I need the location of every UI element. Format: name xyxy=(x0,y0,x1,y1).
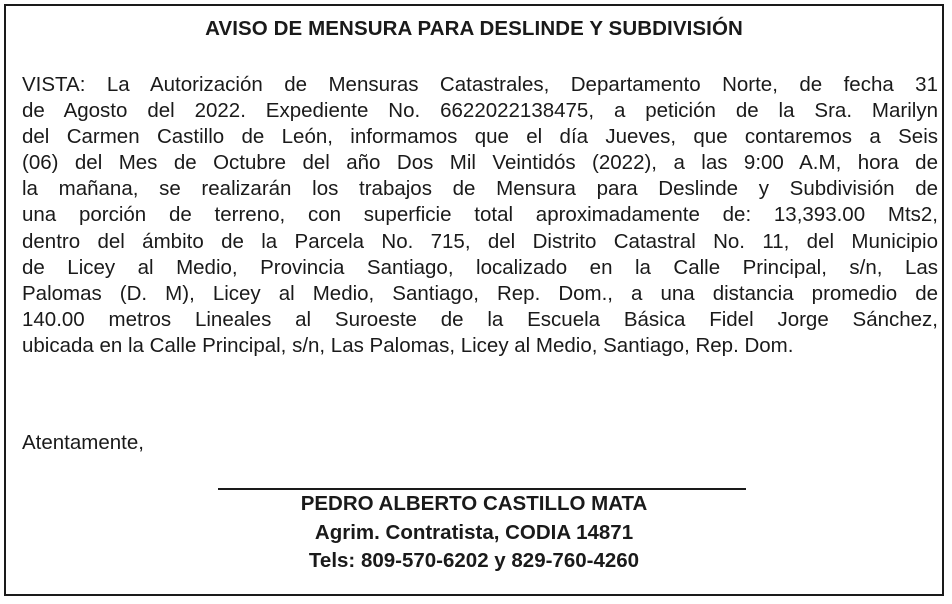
body-line: del Carmen Castillo de León, informamos que el día Jueves, que contaremos a Seis xyxy=(22,125,938,149)
signer-role: Agrim. Contratista, CODIA 14871 xyxy=(314,520,634,544)
signer-phones: Tels: 809-570-6202 y 829-760-4260 xyxy=(308,549,640,572)
signature-block xyxy=(6,490,942,576)
body-line: de Agosto del 2022. Expediente No. 6622022138475, a petición de la Sra. Marilyn xyxy=(22,99,938,123)
signer-name: PEDRO ALBERTO CASTILLO MATA xyxy=(300,492,648,515)
body-line: (06) del Mes de Octubre del año Dos Mil Veintidós (2022), a las 9:00 A.M, hora de xyxy=(22,151,938,175)
body-line: ubicada en la Calle Principal, s/n, Las Palomas, Licey al Medio, Santiago, Rep. Dom. xyxy=(22,333,794,357)
body-line: una porción de terreno, con superficie total aproximadamente de: 13,393.00 Mts2, xyxy=(22,203,938,227)
body-line: dentro del ámbito de la Parcela No. 715, del Distrito Catastral No. 11, del Municipio xyxy=(22,229,938,253)
notice-body xyxy=(22,72,938,359)
body-line: Palomas (D. M), Licey al Medio, Santiago, Rep. Dom., a una distancia promedio de xyxy=(22,281,938,305)
closing-salutation: Atentamente, xyxy=(22,431,144,454)
body-line: de Licey al Medio, Provincia Santiago, localizado en la Calle Principal, s/n, Las xyxy=(22,255,938,279)
body-line: VISTA: La Autorización de Mensuras Catastrales, Departamento Norte, de fecha 31 xyxy=(22,73,938,96)
body-line: 140.00 metros Lineales al Suroeste de la Escuela Básica Fidel Jorge Sánchez, xyxy=(22,307,938,331)
body-line: la mañana, se realizarán los trabajos de Mensura para Deslinde y Subdivisión de xyxy=(22,177,938,201)
notice-title: AVISO DE MENSURA PARA DESLINDE Y SUBDIVISIÓN xyxy=(205,17,743,40)
notice-frame xyxy=(4,4,944,596)
